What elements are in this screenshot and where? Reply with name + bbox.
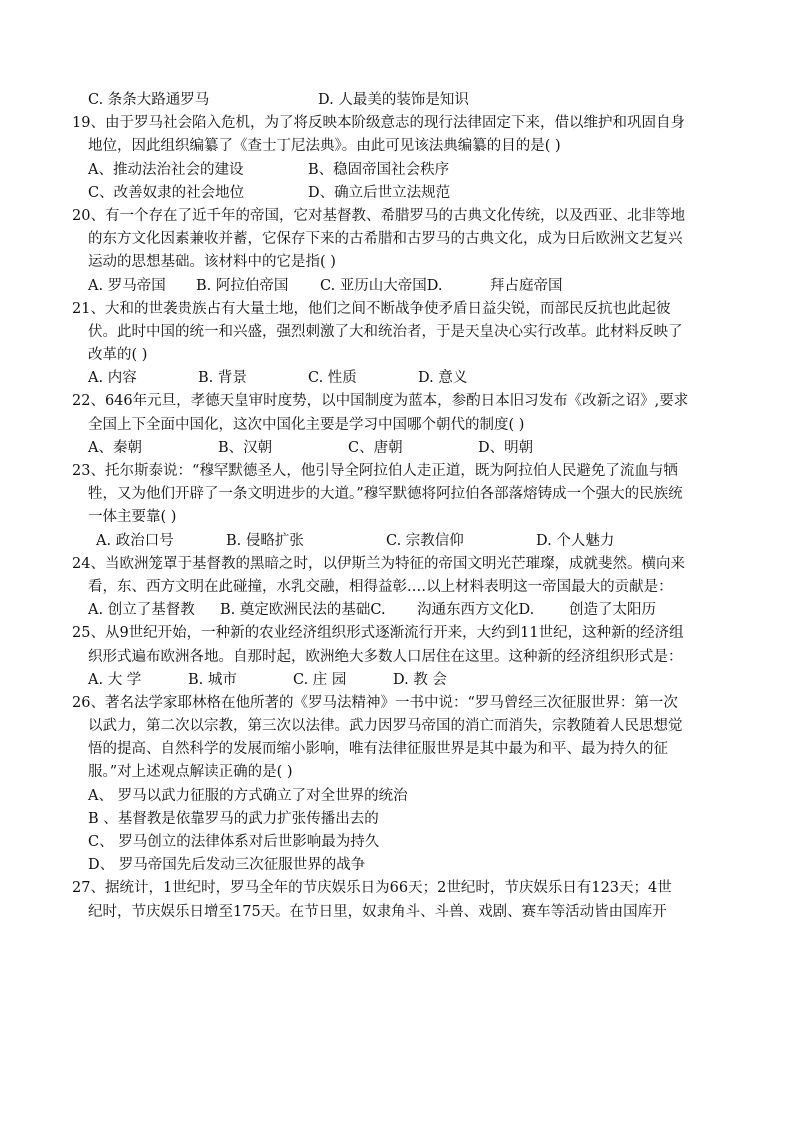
answer-options-line [0,89,793,112]
answer-options-line [0,437,793,460]
text-line: 的东方文化因素兼收并蓄，它保存下来的古希腊和古罗马的古典文化，成为日后欧洲文艺复兴 [88,231,683,248]
answer-option: A. 创立了基督教 [88,602,195,619]
answer-option: D、明朝 [478,439,534,456]
question-line: 19、由于罗马社会陷入危机，为了将反映本阶级意志的现行法律固定下来，借以维护和巩固自身 [72,115,685,132]
question-line: 20、有一个存在了近千年的帝国，它对基督教、希腊罗马的古典文化传统，以及西亚、北非等地 [72,207,685,224]
question-line: 24、当欧洲笼罩于基督教的黑暗之时，以伊斯兰为特征的帝国文明光芒璀璨，成就斐然。横向来 [72,555,685,572]
answer-option: D. 意义 [418,370,468,387]
answer-option: B、汉朝 [218,439,273,456]
answer-option: A、推动法治社会的建设 [88,161,244,178]
question-line: 25、从9世纪开始，一种新的农业经济组织形式逐渐流行开来，大约到11世纪，这种新的经济组 [72,625,684,642]
text-line: 服。”对上述观点解读正确的是( ) [88,764,293,781]
question-line: 27、据统计，1世纪时，罗马全年的节庆娱乐日为66天；2世纪时，节庆娱乐日有123天；4世 [72,880,672,897]
answer-option: C. 庄 园 [293,671,347,688]
answer-options-line [0,275,793,298]
text-line: 纪时，节庆娱乐日增至175天。在节日里，奴隶角斗、斗兽、戏剧、赛车等活动皆由国库开 [88,903,667,920]
answer-option: B. 阿拉伯帝国 [196,277,289,294]
text-line: D、 罗马帝国先后发动三次征服世界的战争 [88,857,366,874]
question-line: 21、大和的世袭贵族占有大量土地，他们之间不断战争使矛盾日益尖锐，而部民反抗也此起彼 [72,300,671,317]
text-line: 全国上下全面中国化，这次中国化主要是学习中国哪个朝代的制度( ) [88,416,525,433]
answer-option: A. 罗马帝国 [88,277,166,294]
question-line: 23、托尔斯泰说：“穆罕默德圣人，他引导全阿拉伯人走正道，既为阿拉伯人民避免了流血与牺 [72,463,678,479]
answer-option: 创造了太阳历 [569,602,656,619]
answer-option: C、唐朝 [348,439,403,456]
exam-page [0,89,793,924]
answer-option: D. 个人魅力 [536,532,615,549]
answer-option: A、秦朝 [88,439,142,456]
text-line: C、 罗马创立的法律体系对后世影响最为持久 [88,834,380,850]
answer-option: D、确立后世立法规范 [308,184,451,201]
answer-options-line [0,599,793,622]
text-line: B 、基督教是依靠罗马的武力扩张传播出去的 [88,810,379,827]
answer-option: B、稳固帝国社会秩序 [308,161,450,178]
answer-options-line [0,159,793,182]
answer-option: C. 亚历山大帝国D. [320,277,443,294]
text-line: 织形式遍布欧洲各地。自那时起，欧洲绝大多数人口居住在这里。这种新的经济组织形式是： [88,648,683,665]
answer-option: 拜占庭帝国 [490,277,563,294]
text-line: A、 罗马以武力征服的方式确立了对全世界的统治 [88,787,408,804]
answer-option: D. 教 会 [393,671,447,688]
text-line: 伏。此时中国的统一和兴盛，强烈刺激了大和统治者，于是天皇决心实行改革。此材料反映了 [88,323,683,340]
answer-option: C. 性质 [308,370,357,387]
answer-option: D. 人最美的装饰是知识 [318,92,469,108]
answer-option: B. 奠定欧洲民法的基础C. [220,602,386,619]
answer-option: A. 内容 [88,370,137,387]
answer-option: C. 条条大路通罗马 [88,92,210,108]
answer-options-line [0,530,793,553]
answer-option: A. 政治口号 [96,532,174,549]
question-line: 26、著名法学家耶林格在他所著的《罗马法精神》一书中说：“罗马曾经三次征服世界：第一次 [72,694,678,711]
text-line: 以武力，第二次以宗教，第三次以法律。武力因罗马帝国的消亡而消失，宗教随着人民思想觉 [88,718,683,735]
answer-options-line [0,182,793,205]
text-line: 地位，因此组织编纂了《查士丁尼法典》。由此可见该法典编纂的目的是( ) [88,138,561,155]
text-line: 悟的提高、自然科学的发展而缩小影响，唯有法律征服世界是其中最为和平、最为持久的征 [88,741,668,758]
text-line: 运动的思想基础。该材料中的它是指( ) [88,254,336,271]
answer-option: B. 侵略扩张 [226,532,304,549]
question-line: 22、646年元旦，孝德天皇审时度势，以中国制度为蓝本，参酌日本旧习发布《改新之诏》,要求 [72,393,689,410]
text-line: 看，东、西方文明在此碰撞，水乳交融，相得益彰.…以上材料表明这一帝国最大的贡献是： [88,578,673,595]
answer-options-line [0,669,793,692]
text-line: 牲，又为他们开辟了一条文明进步的大道。”穆罕默德将阿拉伯各部落熔铸成一个强大的民族统 [88,486,683,503]
answer-option: B. 城市 [188,671,237,688]
answer-option: A. 大 学 [88,671,142,688]
text-line: 改革的( ) [88,347,148,364]
answer-option: C. 宗教信仰 [386,532,464,549]
answer-option: B. 背景 [198,370,247,387]
answer-option: 沟通东西方文化D. [417,602,535,619]
answer-options-line [0,367,793,390]
text-line: 一体主要靠( ) [88,509,177,526]
answer-option: C、改善奴隶的社会地位 [88,184,245,201]
